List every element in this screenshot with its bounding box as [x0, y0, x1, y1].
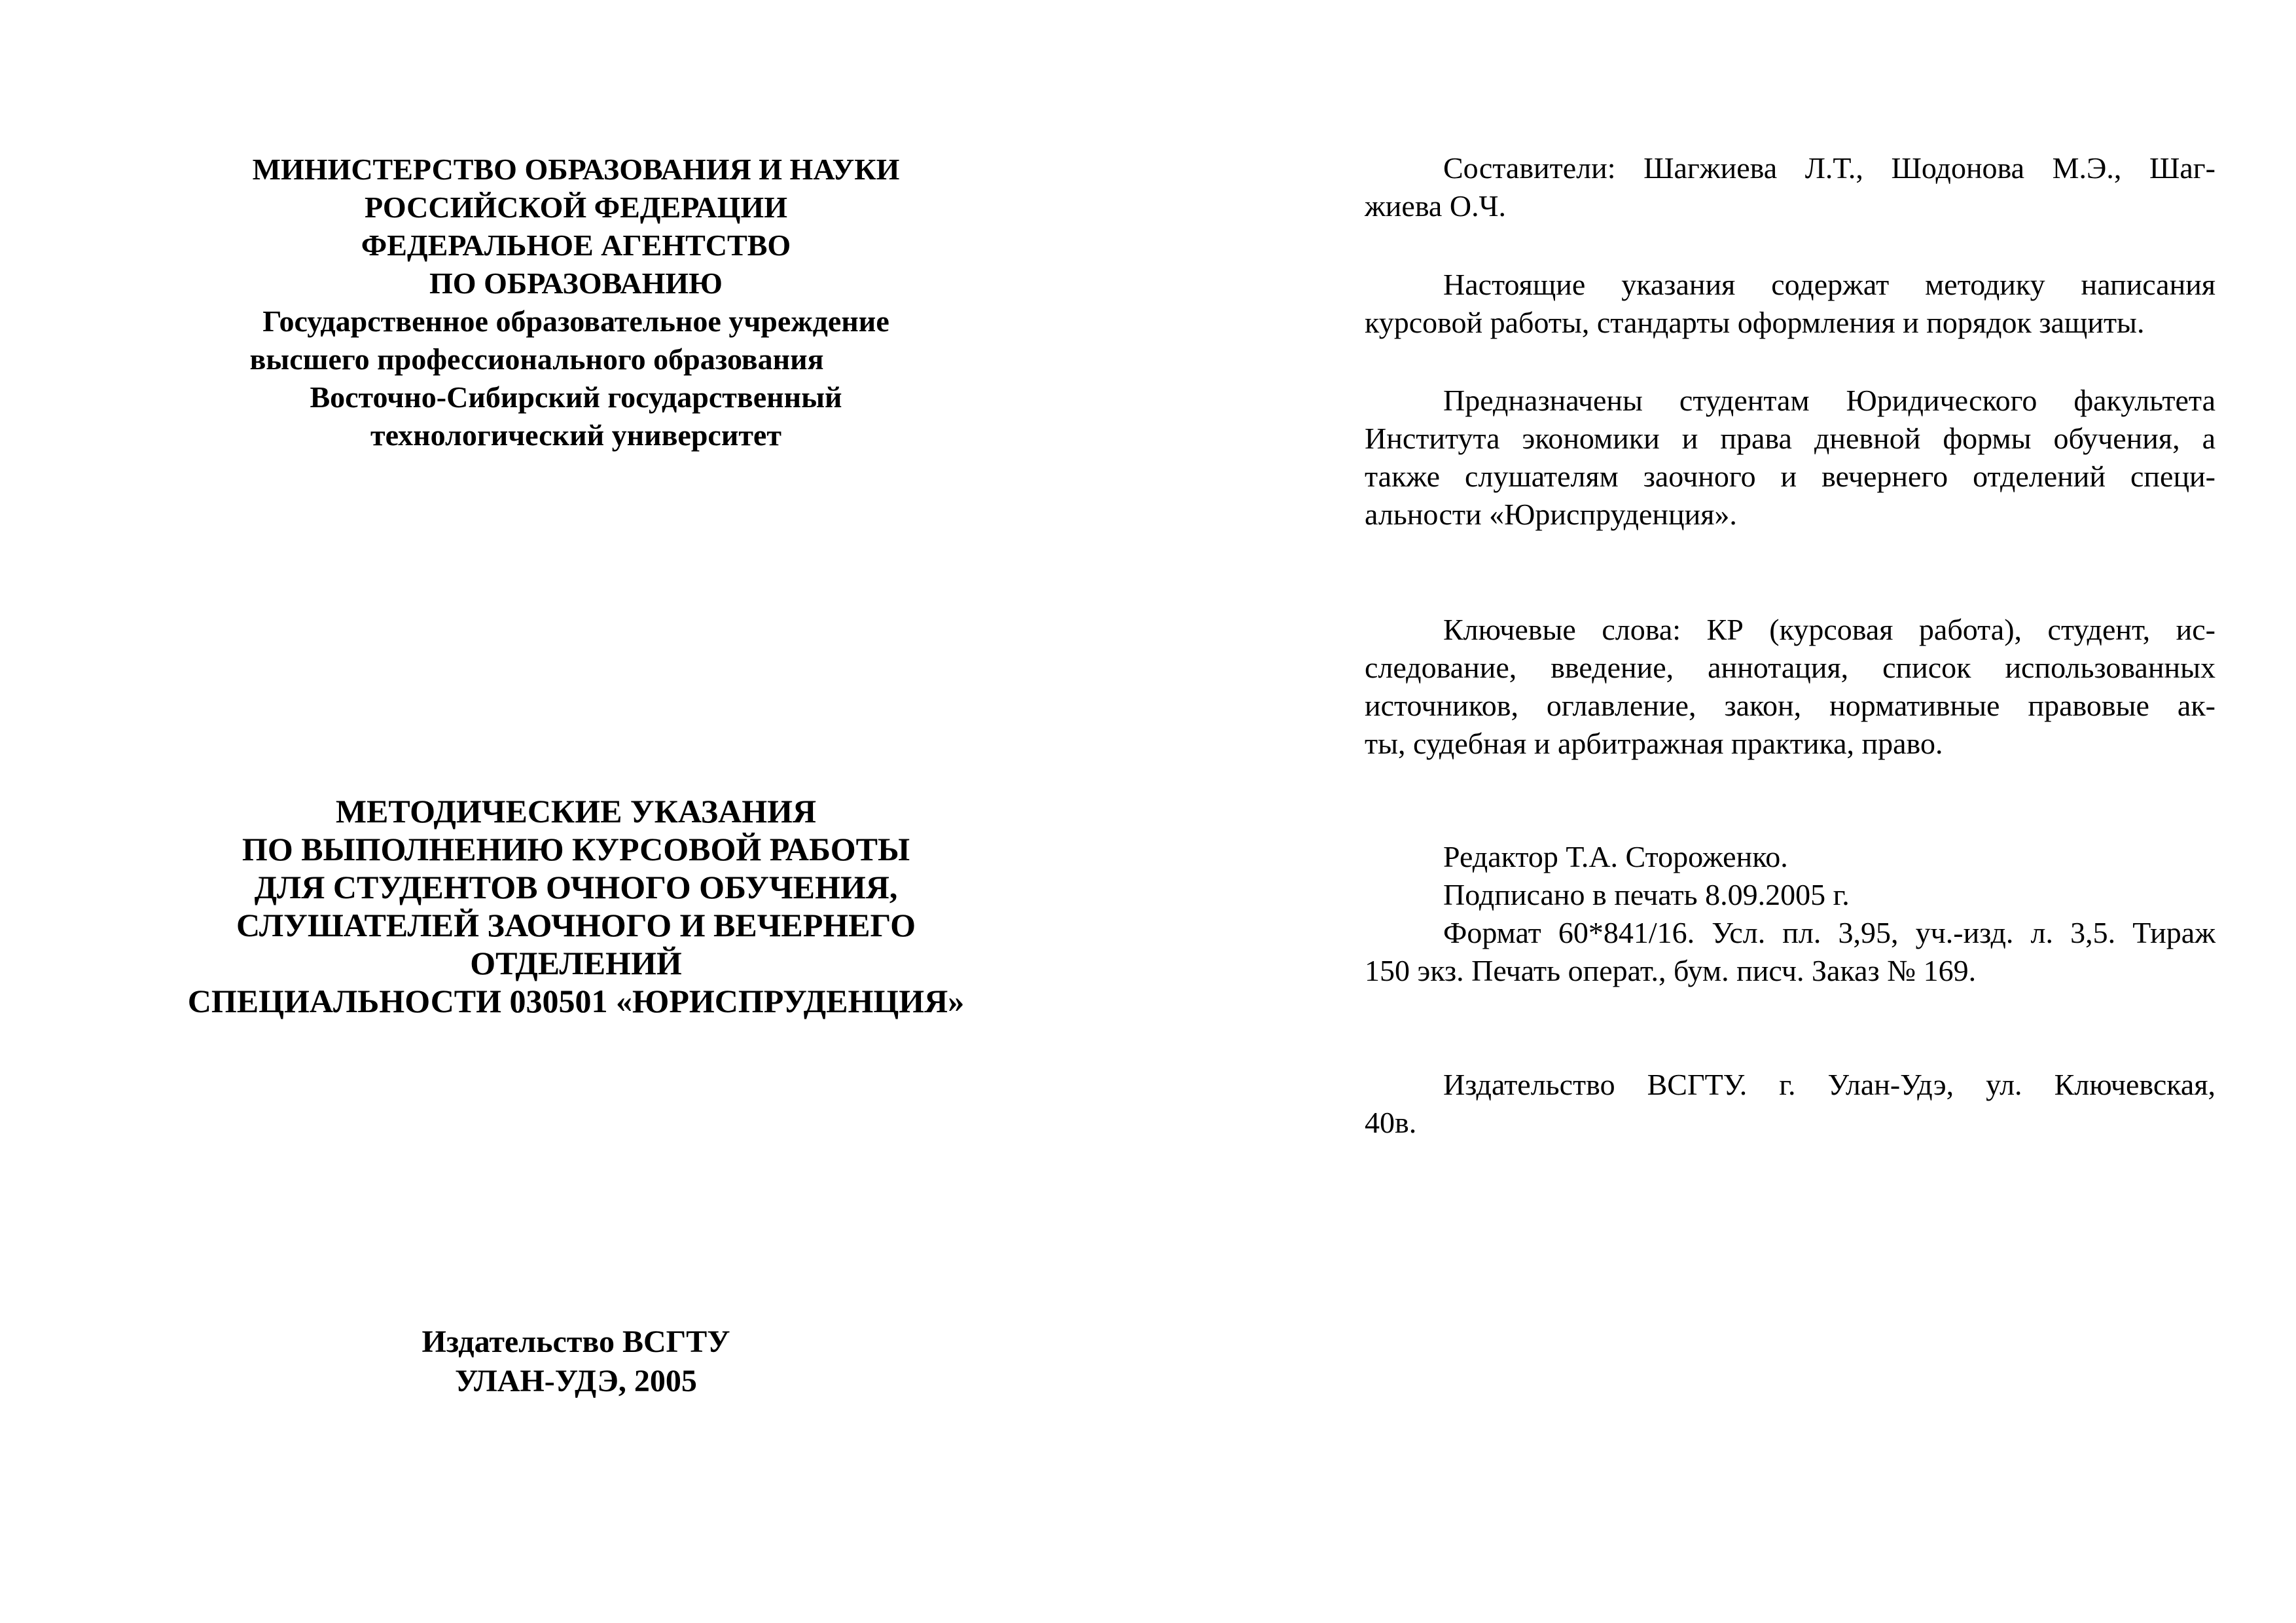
- title-line: ПО ВЫПОЛНЕНИЮ КУРСОВОЙ РАБОТЫ: [242, 831, 910, 867]
- ministry-line: ФЕДЕРАЛЬНОЕ АГЕНТСТВО: [361, 228, 791, 262]
- address-line: 40в.: [1365, 1106, 1417, 1139]
- signed-to-print-line: Подписано в печать 8.09.2005 г.: [1443, 878, 1850, 911]
- title-line: СПЕЦИАЛЬНОСТИ 030501 «ЮРИСПРУДЕНЦИЯ»: [187, 983, 965, 1019]
- audience-line: Предназначены студентам Юридического факультета: [1443, 384, 2215, 417]
- audience-line: также слушателям заочного и вечернего отделений специ-: [1365, 460, 2215, 493]
- audience-line: Института экономики и права дневной формы обучения, а: [1365, 422, 2215, 455]
- audience-line: альности «Юриспруденция».: [1365, 498, 1737, 531]
- institution-line: высшего профессионального образования: [249, 342, 824, 376]
- university-name-line: Восточно-Сибирский государственный: [310, 380, 842, 414]
- ministry-header: [118, 151, 1034, 454]
- document-title: [118, 792, 1034, 1020]
- title-line: СЛУШАТЕЛЕЙ ЗАОЧНОГО И ВЕЧЕРНЕГО: [236, 907, 916, 943]
- format-line: 150 экз. Печать операт., бум. писч. Заказ № 169.: [1365, 954, 1977, 987]
- imprint-block: [1365, 838, 2215, 990]
- ministry-line: ПО ОБРАЗОВАНИЮ: [429, 266, 723, 300]
- keywords-paragraph: [1365, 611, 2215, 763]
- audience-paragraph: [1365, 382, 2215, 534]
- title-line: МЕТОДИЧЕСКИЕ УКАЗАНИЯ: [335, 793, 817, 830]
- institution-line: Государственное образовательное учреждение: [262, 304, 889, 338]
- title-line: ОТДЕЛЕНИЙ: [470, 945, 682, 981]
- title-line: ДЛЯ СТУДЕНТОВ ОЧНОГО ОБУЧЕНИЯ,: [254, 869, 898, 905]
- format-line: Формат 60*841/16. Усл. пл. 3,95, уч.-изд. л. 3,5. Тираж: [1443, 916, 2215, 949]
- keywords-line: источников, оглавление, закон, нормативные правовые ак-: [1365, 689, 2215, 722]
- purpose-paragraph: [1365, 266, 2215, 342]
- left-page: [118, 151, 1034, 454]
- keywords-line: следование, введение, аннотация, список использованных: [1365, 651, 2215, 684]
- address-line: Издательство ВСГТУ. г. Улан-Удэ, ул. Ключевская,: [1443, 1068, 2215, 1101]
- compilers-line: жиева О.Ч.: [1365, 189, 1506, 223]
- publisher-city-year: УЛАН-УДЭ, 2005: [455, 1364, 697, 1398]
- keywords-line: Ключевые слова: КР (курсовая работа), студент, ис-: [1443, 613, 2215, 646]
- keywords-line: ты, судебная и арбитражная практика, право.: [1365, 727, 1943, 760]
- publisher-name: Издательство ВСГТУ: [422, 1324, 730, 1359]
- ministry-line: РОССИЙСКОЙ ФЕДЕРАЦИИ: [365, 191, 787, 224]
- ministry-line: МИНИСТЕРСТВО ОБРАЗОВАНИЯ И НАУКИ: [252, 153, 900, 186]
- university-name-line: технологический университет: [370, 418, 781, 452]
- editor-line: Редактор Т.А. Стороженко.: [1443, 840, 1788, 873]
- publisher-footer: [118, 1322, 1034, 1401]
- publisher-address-paragraph: [1365, 1066, 2215, 1142]
- compilers-line: Составители: Шагжиева Л.Т., Шодонова М.Э., Шаг-: [1443, 151, 2215, 185]
- compilers-paragraph: [1365, 149, 2215, 225]
- purpose-line: курсовой работы, стандарты оформления и порядок защиты.: [1365, 306, 2145, 339]
- purpose-line: Настоящие указания содержат методику написания: [1443, 268, 2215, 301]
